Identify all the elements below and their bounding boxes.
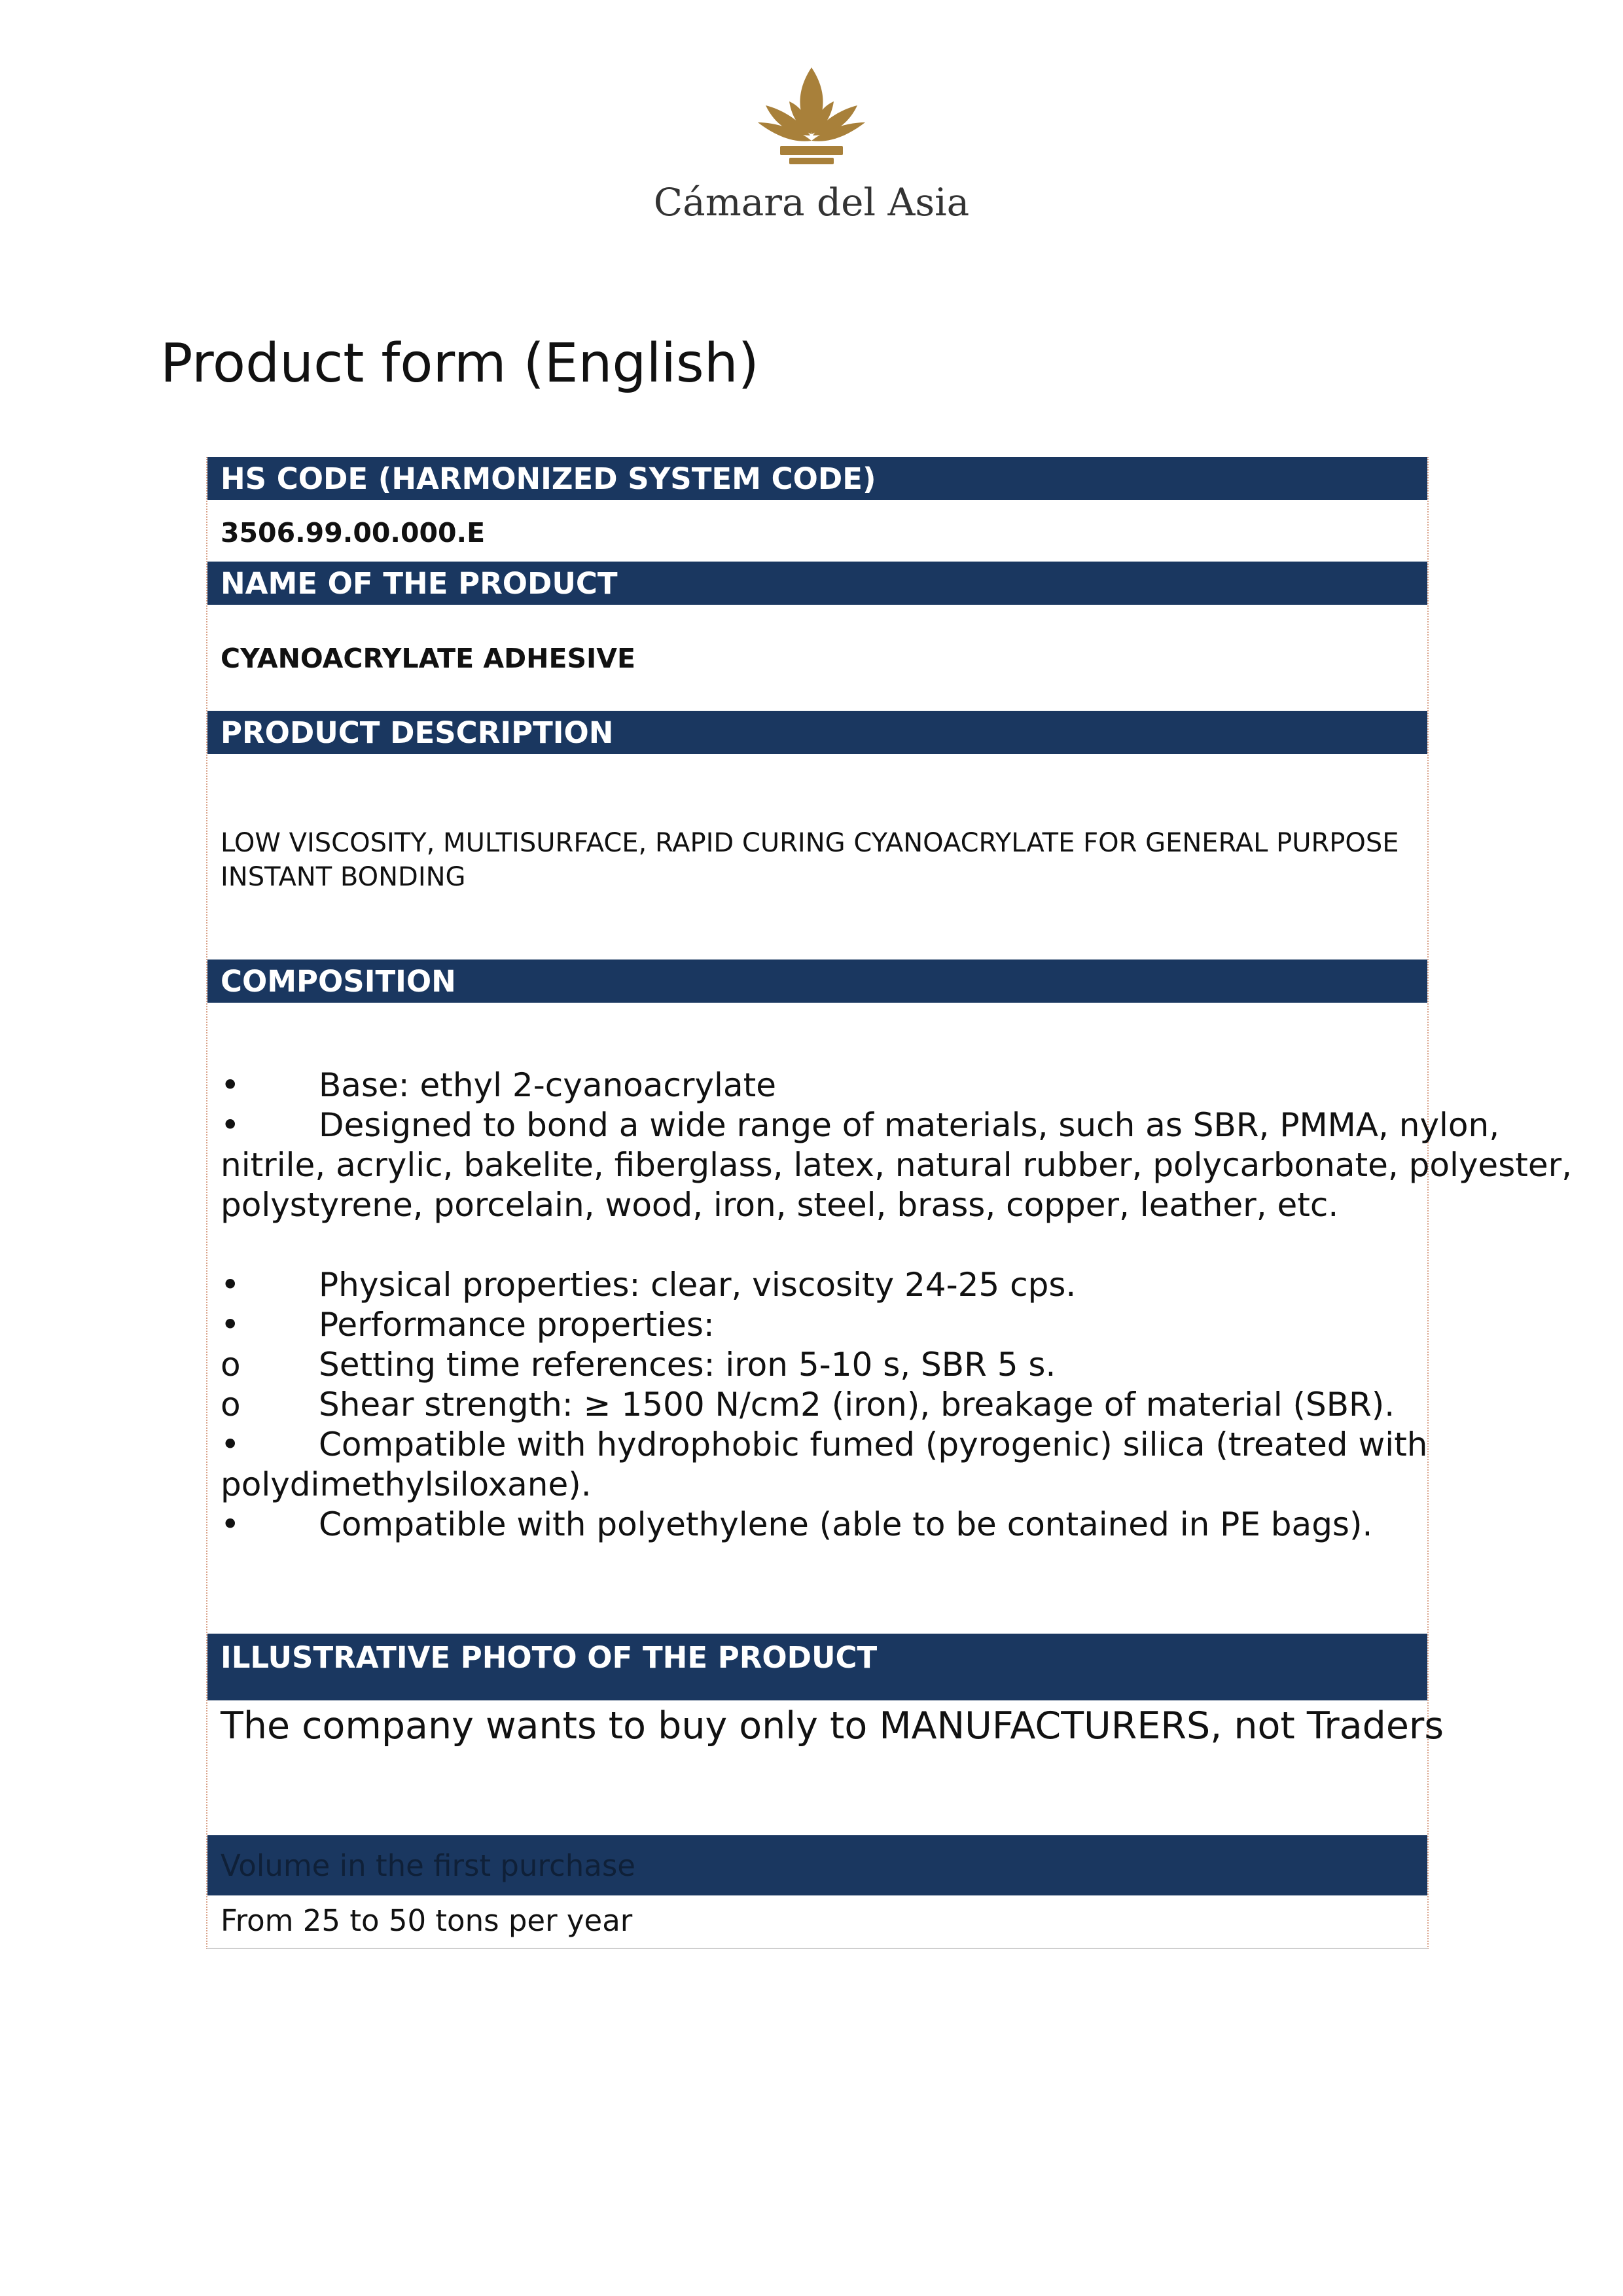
hs-code-label: HS CODE (HARMONIZED SYSTEM CODE) xyxy=(221,461,876,496)
list-item-text: polydimethylsiloxane). xyxy=(221,1465,592,1503)
list-item xyxy=(221,1305,1414,1345)
bullet-marker: • xyxy=(221,1505,240,1543)
bullet-marker: • xyxy=(221,1066,240,1104)
list-item xyxy=(221,1505,1414,1545)
bullet-marker: • xyxy=(221,1426,240,1463)
list-item xyxy=(221,1265,1414,1305)
list-item-text: Base: ethyl 2-cyanoacrylate xyxy=(319,1066,776,1104)
bullet-marker: • xyxy=(221,1266,240,1304)
list-spacer xyxy=(221,1225,1414,1265)
page-title: Product form (English) xyxy=(160,332,759,395)
list-item-text: Shear strength: ≥ 1500 N/cm2 (iron), breakage of material (SBR). xyxy=(319,1386,1395,1424)
list-item xyxy=(221,1105,1500,1145)
photo-label: ILLUSTRATIVE PHOTO OF THE PRODUCT xyxy=(221,1640,878,1675)
description-value xyxy=(221,826,1414,894)
lotus-icon xyxy=(746,62,877,173)
list-subitem xyxy=(221,1385,1414,1425)
list-item-text: Compatible with hydrophobic fumed (pyrogenic) silica (treated with xyxy=(319,1426,1428,1463)
product-form xyxy=(206,457,1573,1949)
volume-label: Volume in the first purchase xyxy=(221,1848,635,1883)
sub-bullet-marker: o xyxy=(221,1346,241,1384)
product-name-header xyxy=(207,562,1427,605)
description-line: LOW VISCOSITY, MULTISURFACE, RAPID CURING CYANOACRYLATE FOR GENERAL PURPOSE xyxy=(221,828,1399,858)
list-item-continuation xyxy=(221,1465,1414,1505)
list-item xyxy=(221,1425,1428,1465)
list-item-text: nitrile, acrylic, bakelite, fiberglass, latex, natural rubber, polycarbonate, polyester, xyxy=(221,1146,1573,1184)
product-name-value: CYANOACRYLATE ADHESIVE xyxy=(221,643,636,674)
composition-header xyxy=(207,960,1427,1003)
list-item-text: Physical properties: clear, viscosity 24-25 cps. xyxy=(319,1266,1077,1304)
hs-code-header xyxy=(207,457,1427,500)
composition-list xyxy=(221,1066,1573,1545)
brand-name: Cámara del Asia xyxy=(653,180,970,224)
bullet-marker: • xyxy=(221,1306,240,1344)
supplier-requirement-note: The company wants to buy only to MANUFACTURERS, not Traders xyxy=(221,1704,1444,1748)
list-item-text: Setting time references: iron 5-10 s, SBR 5 s. xyxy=(319,1346,1056,1384)
composition-label: COMPOSITION xyxy=(221,963,456,999)
list-item xyxy=(221,1066,1414,1105)
hs-code-value: 3506.99.00.000.E xyxy=(221,517,486,548)
list-item-text: polystyrene, porcelain, wood, iron, steel, brass, copper, leather, etc. xyxy=(221,1186,1339,1224)
description-label: PRODUCT DESCRIPTION xyxy=(221,715,614,750)
description-header xyxy=(207,711,1427,754)
description-line: INSTANT BONDING xyxy=(221,862,466,892)
sub-bullet-marker: o xyxy=(221,1386,241,1424)
list-item-text: Compatible with polyethylene (able to be contained in PE bags). xyxy=(319,1505,1373,1543)
list-item-continuation xyxy=(221,1145,1573,1185)
product-name-label: NAME OF THE PRODUCT xyxy=(221,565,618,601)
photo-header xyxy=(207,1634,1427,1700)
bullet-marker: • xyxy=(221,1106,240,1144)
list-item-text: Performance properties: xyxy=(319,1306,715,1344)
list-item-text: Designed to bond a wide range of materials, such as SBR, PMMA, nylon, xyxy=(319,1106,1500,1144)
volume-header xyxy=(207,1835,1427,1895)
list-subitem xyxy=(221,1345,1414,1385)
volume-value: From 25 to 50 tons per year xyxy=(221,1903,633,1938)
list-item-continuation xyxy=(221,1185,1414,1225)
